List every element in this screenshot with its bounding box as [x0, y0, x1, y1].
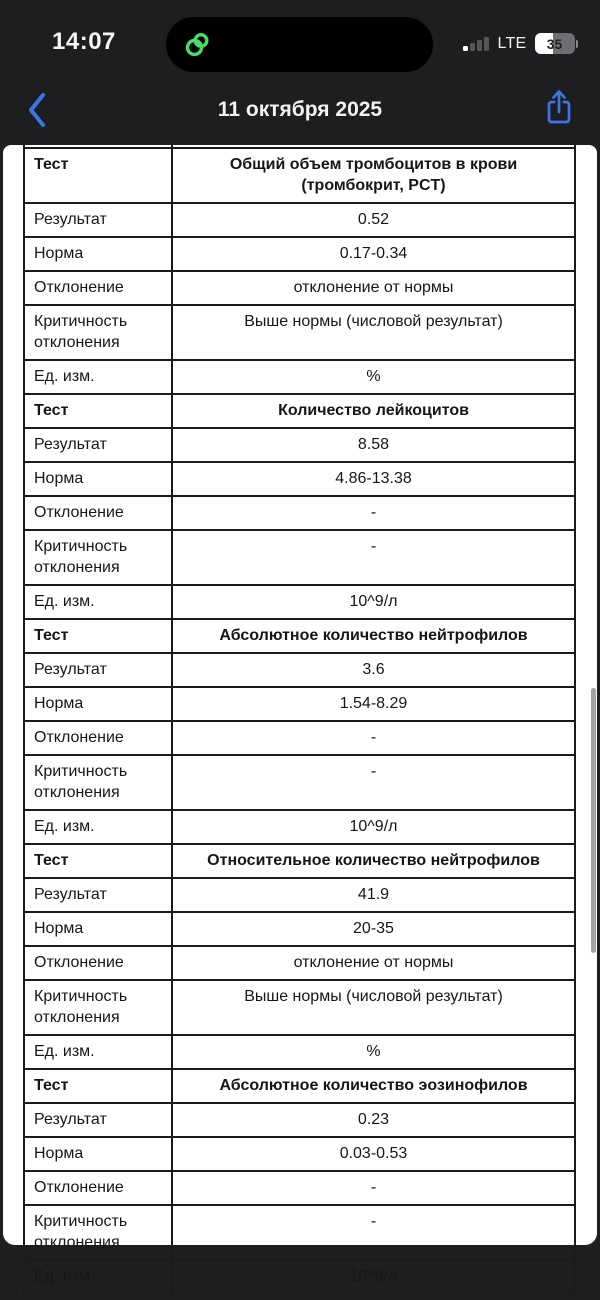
share-icon	[544, 88, 574, 128]
test-header-row-1	[24, 394, 575, 428]
document-sheet[interactable]	[3, 145, 597, 1285]
nav-bar	[0, 85, 600, 145]
row-label-result: Результат	[24, 878, 172, 912]
test-header-row-2	[24, 619, 575, 653]
results-table-body	[24, 145, 575, 1294]
row-label-unit: Ед. изм.	[24, 1260, 172, 1294]
row-value-test: Абсолютное количество эозинофилов	[172, 1069, 575, 1103]
row-value-norm: 4.86-13.38	[172, 462, 575, 496]
cellular-signal-icon	[463, 36, 489, 51]
table-row-2	[24, 755, 575, 810]
status-bar	[0, 0, 600, 85]
status-indicators	[463, 33, 578, 54]
table-row-4	[24, 1260, 575, 1294]
table-row-4	[24, 1171, 575, 1205]
row-value-deviation: -	[172, 1171, 575, 1205]
table-row-3	[24, 980, 575, 1035]
row-value-norm: 1.54-8.29	[172, 687, 575, 721]
row-label-norm: Норма	[24, 1137, 172, 1171]
row-label-criticality: Критичность отклонения	[24, 305, 172, 360]
row-value-test: Абсолютное количество нейтрофилов	[172, 619, 575, 653]
status-time: 14:07	[52, 28, 116, 55]
row-label-result: Результат	[24, 653, 172, 687]
row-value-unit: 10^9/л	[172, 810, 575, 844]
row-label-deviation: Отклонение	[24, 271, 172, 305]
row-label-deviation: Отклонение	[24, 946, 172, 980]
row-label-test: Тест	[24, 619, 172, 653]
row-label-unit: Ед. изм.	[24, 1035, 172, 1069]
row-label-result: Результат	[24, 203, 172, 237]
row-value-deviation: -	[172, 496, 575, 530]
lab-results-table	[23, 145, 576, 1295]
row-label-test: Тест	[24, 844, 172, 878]
table-row-1	[24, 462, 575, 496]
row-label-criticality: Критичность отклонения	[24, 980, 172, 1035]
row-value-result: 0.23	[172, 1103, 575, 1137]
table-row-3	[24, 878, 575, 912]
row-value-result: 41.9	[172, 878, 575, 912]
share-button[interactable]	[544, 88, 576, 130]
dynamic-island[interactable]	[166, 17, 433, 72]
battery-icon	[535, 33, 575, 54]
row-label-result: Результат	[24, 428, 172, 462]
row-value-criticality: -	[172, 530, 575, 585]
row-label-unit: Ед. изм.	[24, 585, 172, 619]
test-header-row-4	[24, 1069, 575, 1103]
row-label-norm: Норма	[24, 462, 172, 496]
row-value-unit: %	[172, 360, 575, 394]
table-row-3	[24, 946, 575, 980]
row-value-unit: 10^9/л	[172, 1260, 575, 1294]
table-row-0	[24, 305, 575, 360]
table-row-0	[24, 203, 575, 237]
row-label-test: Тест	[24, 148, 172, 203]
page-title: 11 октября 2025	[217, 98, 383, 121]
row-value-norm: 20-35	[172, 912, 575, 946]
row-value-criticality: -	[172, 1205, 575, 1260]
row-label-deviation: Отклонение	[24, 496, 172, 530]
table-row-2	[24, 687, 575, 721]
table-row-1	[24, 496, 575, 530]
row-label-test: Тест	[24, 1069, 172, 1103]
row-value-criticality: Выше нормы (числовой результат)	[172, 305, 575, 360]
row-value-norm: 0.03-0.53	[172, 1137, 575, 1171]
row-value-norm: 0.17-0.34	[172, 237, 575, 271]
row-label-deviation: Отклонение	[24, 1171, 172, 1205]
row-value-unit: %	[172, 1035, 575, 1069]
table-row-2	[24, 721, 575, 755]
row-label-unit: Ед. изм.	[24, 360, 172, 394]
table-row-2	[24, 810, 575, 844]
table-row-4	[24, 1103, 575, 1137]
table-row-4	[24, 1137, 575, 1171]
row-label-unit: Ед. изм.	[24, 810, 172, 844]
row-value-result: 8.58	[172, 428, 575, 462]
table-row-0	[24, 271, 575, 305]
table-row-1	[24, 585, 575, 619]
row-value-test: Относительное количество нейтрофилов	[172, 844, 575, 878]
table-row-0	[24, 237, 575, 271]
table-row-1	[24, 428, 575, 462]
test-header-row-0	[24, 148, 575, 203]
battery-percent: 35	[546, 35, 563, 52]
row-label-criticality: Критичность отклонения	[24, 530, 172, 585]
row-value-criticality: Выше нормы (числовой результат)	[172, 980, 575, 1035]
table-row-3	[24, 1035, 575, 1069]
row-label-test: Тест	[24, 394, 172, 428]
row-value-deviation: -	[172, 721, 575, 755]
row-value-criticality: -	[172, 755, 575, 810]
network-type-label: LTE	[497, 34, 527, 52]
test-header-row-3	[24, 844, 575, 878]
table-row-4	[24, 1205, 575, 1260]
scrollbar-thumb[interactable]	[591, 688, 596, 953]
row-value-test: Количество лейкоцитов	[172, 394, 575, 428]
row-label-deviation: Отклонение	[24, 721, 172, 755]
row-value-result: 0.52	[172, 203, 575, 237]
battery-cap	[576, 40, 579, 48]
table-row-2	[24, 653, 575, 687]
table-row-1	[24, 530, 575, 585]
row-label-result: Результат	[24, 1103, 172, 1137]
table-row-0	[24, 360, 575, 394]
row-label-norm: Норма	[24, 912, 172, 946]
row-value-deviation: отклонение от нормы	[172, 271, 575, 305]
row-value-deviation: отклонение от нормы	[172, 946, 575, 980]
row-value-result: 3.6	[172, 653, 575, 687]
row-value-test: Общий объем тромбоцитов в крови (тромбокрит, PCT)	[172, 148, 575, 203]
link-rings-icon	[184, 31, 211, 58]
table-row-3	[24, 912, 575, 946]
row-label-norm: Норма	[24, 687, 172, 721]
row-value-unit: 10^9/л	[172, 585, 575, 619]
row-label-criticality: Критичность отклонения	[24, 755, 172, 810]
row-label-norm: Норма	[24, 237, 172, 271]
row-label-criticality: Критичность отклонения	[24, 1205, 172, 1260]
